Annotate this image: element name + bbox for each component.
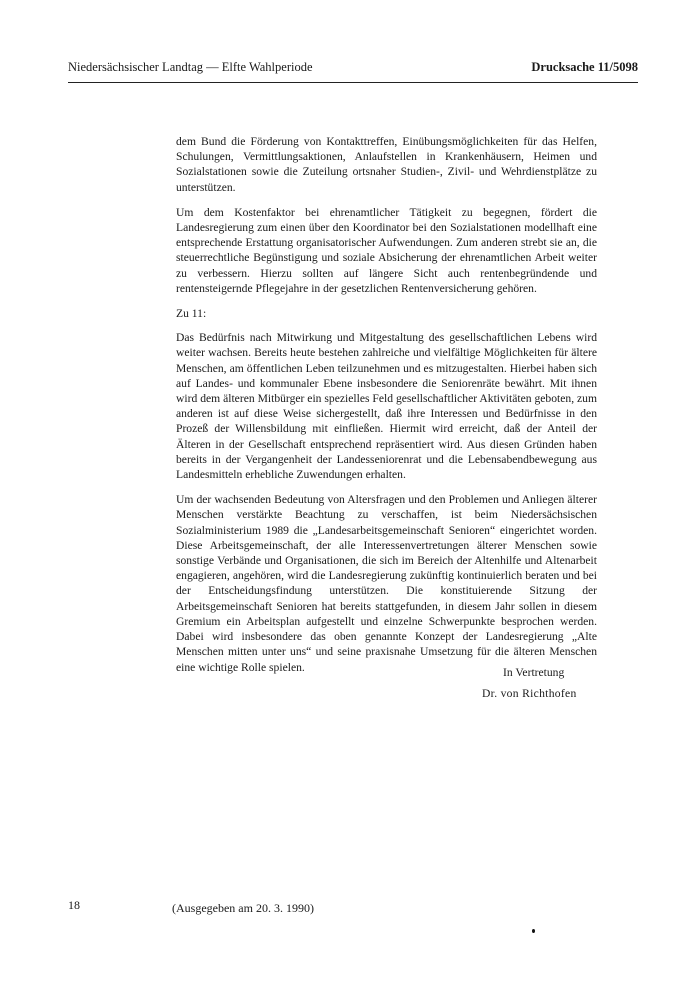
- paragraph: Das Bedürfnis nach Mitwirkung und Mitgestaltung des gesellschaftlichen Lebens wird weiter wachsen. Bereits heute bestehen zahlreiche und vielfältige Möglichkeiten für ältere Menschen, am öffentlichen Leben teilzunehmen und es mitzugestalten. Hierbei haben sich auf Landes- und kommunaler Ebene insbesondere die Seniorenräte bewährt. Mit ihnen wird dem älteren Mitbürger ein spezielles Feld gesellschaftlicher Aktivitäten geboten, zum anderen ist auf diese Weise sichergestellt, daß ihre Interessen und Bedürfnisse in den Prozeß der Willensbildung mit einfließen. Hiermit wird erreicht, daß der Anteil der Älteren in der Gesellschaft entsprechend repräsentiert wird. Aus diesen Gründen haben bereits in der Vergangenheit der Landesseniorenrat und die Lebensabendbewegung aus Landesmitteln erhebliche Zuwendungen erhalten.: [176, 331, 597, 482]
- section-heading: Zu 11:: [176, 307, 207, 321]
- page-header: [68, 60, 638, 83]
- document-number: Drucksache 11/5098: [531, 60, 638, 74]
- parliament-title: Niedersächsischer Landtag — Elfte Wahlperiode: [68, 60, 313, 74]
- paragraph: Um der wachsenden Bedeutung von Altersfragen und den Problemen und Anliegen älterer Menschen verstärkte Beachtung zu verschaffen, ist beim Niedersächsischen Sozialministerium 1989 die „Landesarbeitsgemeinschaft Senioren“ eingerichtet worden. Diese Arbeitsgemeinschaft, der alle Interessenvertretungen älterer Menschen sowie sonstige Verbände und Organisationen, die sich im Bereich der Altenhilfe und Altenarbeit engagieren, angehören, wird die Landesregierung zukünftig kontinuierlich beraten und bei der Entscheidungsfindung unterstützen. Die konstituierende Sitzung der Arbeitsgemeinschaft Senioren hat bereits stattgefunden, in diesem Jahr sollen in diesem Gremium ein Arbeitsplan aufgestellt und einzelne Schwerpunkte besprochen werden. Dabei wird insbesondere das oben genannte Konzept der Landesregierung „Alte Menschen mitten unter uns“ und seine praxisnahe Umsetzung für die älteren Menschen eine wichtige Rolle spielen.: [176, 493, 597, 674]
- issue-date: (Ausgegeben am 20. 3. 1990): [172, 901, 314, 915]
- document-body: [176, 134, 597, 685]
- paragraph: dem Bund die Förderung von Kontakttreffen, Einübungsmöglichkeiten für das Helfen, Schulungen, Vermittlungsaktionen, Anlaufstellen in Krankenhäusern, Heimen und Sozialstationen sowie die Zuteilung ortsnaher Studien-, Zivil- und Wehrdienstplätze zu unterstützen.: [176, 135, 597, 194]
- page-number: 18: [68, 898, 80, 912]
- signature-name: Dr. von Richthofen: [482, 687, 577, 700]
- scan-speck: [532, 929, 535, 933]
- signature-prefix: In Vertretung: [503, 666, 565, 679]
- paragraph: Um dem Kostenfaktor bei ehrenamtlicher Tätigkeit zu begegnen, fördert die Landesregierung zum einen über den Koordinator bei den Sozialstationen modellhaft eine entsprechende Erstattung organisatorischer Aufwendungen. Zum anderen strebt sie an, die steuerrechtliche Begünstigung und soziale Absicherung der ehrenamtlichen Arbeit weiter zu verbessern. Hierzu sollten auf längere Sicht auch rentenbegründende und rentensteigernde Pflegejahre in der gesetzlichen Rentenversicherung gehören.: [176, 205, 597, 295]
